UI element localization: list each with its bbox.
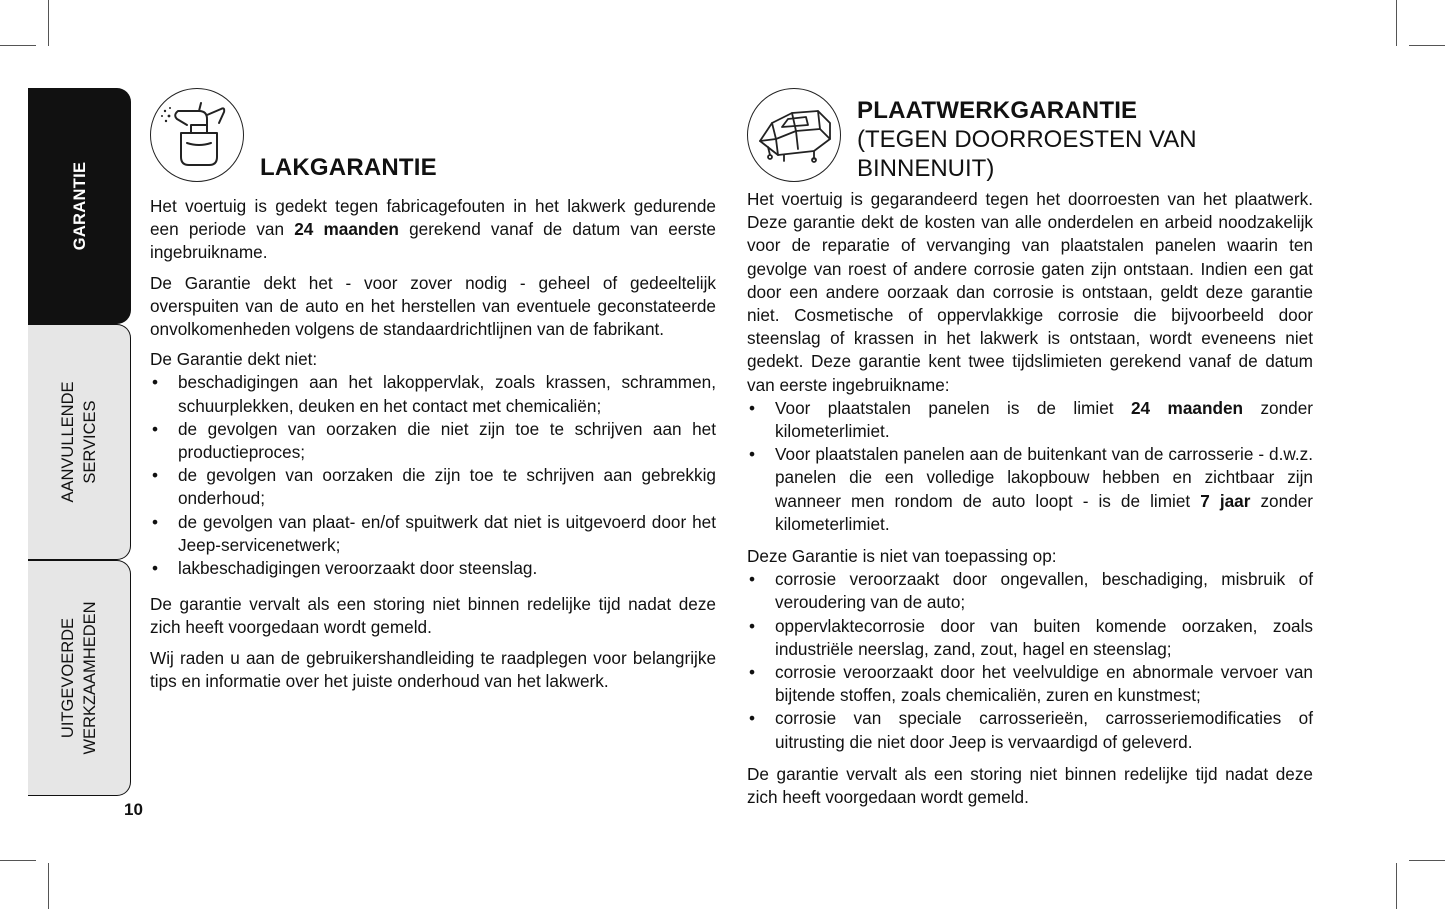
- text-run: Het voertuig is gedekt tegen fabricagefouten in het lakwerk gedurende een periode van: [150, 196, 716, 240]
- tab-uitgevoerde-werkzaamheden-label: [57, 601, 101, 754]
- crop-mark: [1396, 863, 1397, 909]
- plaatwerkgarantie-title-block: [857, 96, 1197, 183]
- list-item: • lakbeschadigingen veroorzaakt door steenslag.: [150, 557, 716, 580]
- plaatwerkgarantie-subtitle: BINNENUIT): [857, 155, 995, 182]
- crop-mark: [1409, 860, 1445, 861]
- crop-mark: [1409, 45, 1445, 46]
- paragraph: De garantie vervalt als een storing niet binnen redelijke tijd nadat deze zich heeft voorgedaan wordt gemeld.: [150, 594, 716, 638]
- bullet-list: [747, 568, 1313, 754]
- bullet-list: [150, 371, 716, 580]
- text-run: Voor plaatstalen panelen is de limiet: [775, 397, 1131, 418]
- text-run: zonder kilometerlimiet.: [775, 490, 1313, 534]
- car-body-frame-icon: [747, 88, 841, 182]
- tab-label-line: SERVICES: [81, 400, 99, 484]
- text-run: Voor plaatstalen panelen aan de buitenkant van de carrosserie - d.w.z. panelen die een volledige lakopbouw hebben en zichtbaar zijn wanneer men rondom de auto loopt - is de limiet: [775, 444, 1313, 511]
- list-item: • beschadigingen aan het lakoppervlak, zoals krassen, schrammen, schuurplekken, deuken en het contact met chemicaliën;: [150, 371, 716, 417]
- tab-label-line: WERKZAAMHEDEN: [81, 601, 99, 755]
- list-item: • de gevolgen van plaat- en/of spuitwerk dat niet is uitgevoerd door het Jeep-servicenetwerk;: [150, 511, 716, 557]
- tab-aanvullende-services-label: [57, 381, 101, 502]
- list-item: • oppervlaktecorrosie door van buiten komende oorzaken, zoals industriële neerslag, zand, zout, hagel en steenslag;: [747, 615, 1313, 661]
- plaatwerkgarantie-section: [747, 88, 1313, 816]
- paragraph: De garantie vervalt als een storing niet binnen redelijke tijd nadat deze zich heeft voorgedaan wordt gemeld.: [747, 763, 1313, 808]
- list-item: • de gevolgen van oorzaken die niet zijn toe te schrijven aan het productieproces;: [150, 418, 716, 464]
- crop-mark: [0, 45, 36, 46]
- list-item: • corrosie veroorzaakt door het veelvuldige en abnormale vervoer van bijtende stoffen, zoals chemicaliën, zuren en kunstmest;: [747, 661, 1313, 707]
- bullet-list: [747, 397, 1313, 536]
- plaatwerkgarantie-header: [747, 88, 1313, 184]
- crop-mark: [0, 860, 36, 861]
- tab-garantie-label: GARANTIE: [70, 161, 89, 251]
- tab-aanvullende-services[interactable]: [28, 324, 131, 560]
- list-item: • de gevolgen van oorzaken die zijn toe te schrijven aan gebrekkig onderhoud;: [150, 464, 716, 510]
- paragraph: Het voertuig is gegarandeerd tegen het doorroesten van het plaatwerk. Deze garantie dekt de kosten van alle onderdelen en arbeid noodzakelijk voor de reparatie of vervanging van plaatstalen panelen waarin ten gevolge van roest of andere corrosie gaten zijn ontstaan. Indien een gat door een andere oorzaak dan corrosie is ontstaan, geldt deze garantie niet. Cosmetische of oppervlakkige corrosie die bijvoorbeeld door steenslag of krassen in het lakwerk is ontstaan, wordt eveneens niet gedekt. Deze garantie kent twee tijdslimieten gerekend vanaf de datum van eerste ingebruikname:: [747, 189, 1313, 395]
- spray-gun-icon: [150, 88, 244, 182]
- tab-label-line: AANVULLENDE: [59, 381, 77, 503]
- page-number: 10: [124, 800, 143, 819]
- text-run-bold: 24 maanden: [1130, 397, 1244, 418]
- plaatwerkgarantie-subtitle: (TEGEN DOORROESTEN VAN: [857, 126, 1197, 153]
- list-intro: Deze Garantie is niet van toepassing op:: [747, 546, 1057, 567]
- plaatwerkgarantie-title: PLAATWERKGARANTIE: [857, 97, 1138, 124]
- paragraph: [150, 195, 716, 265]
- crop-mark: [48, 863, 49, 909]
- list-intro: De Garantie dekt niet:: [150, 349, 318, 370]
- list-item: [747, 397, 1313, 443]
- text-run-bold: 24 maanden: [294, 219, 399, 240]
- tab-garantie[interactable]: [28, 88, 131, 324]
- paragraph: De Garantie dekt het - voor zover nodig - geheel of gedeeltelijk overspuiten van de auto en het herstellen van eventuele geconstateerde onvolkomenheden volgens de standaardrichtlijnen van de fabrikant.: [150, 272, 716, 340]
- paragraph: Wij raden u aan de gebruikershandleiding te raadplegen voor belangrijke tips en informatie over het juiste onderhoud van het lakwerk.: [150, 647, 716, 691]
- lakgarantie-title: LAKGARANTIE: [260, 154, 437, 181]
- text-run: zonder kilometerlimiet.: [775, 397, 1314, 442]
- crop-mark: [48, 0, 49, 46]
- tab-uitgevoerde-werkzaamheden[interactable]: [28, 560, 131, 796]
- text-run: gerekend vanaf de datum van eerste ingebruikname.: [150, 219, 716, 263]
- tab-label-line: UITGEVOERDE: [59, 617, 77, 739]
- list-item: [747, 443, 1313, 536]
- crop-mark: [1396, 0, 1397, 46]
- list-item: • corrosie veroorzaakt door ongevallen, beschadiging, misbruik of veroudering van de auto;: [747, 568, 1313, 614]
- list-item: • corrosie van speciale carrosserieën, carrosseriemodificaties of uitrusting die niet door Jeep is vervaardigd of geleverd.: [747, 707, 1313, 753]
- text-run-bold: 7 jaar: [1200, 490, 1251, 511]
- lakgarantie-section: [150, 88, 716, 700]
- lakgarantie-header: [150, 88, 716, 184]
